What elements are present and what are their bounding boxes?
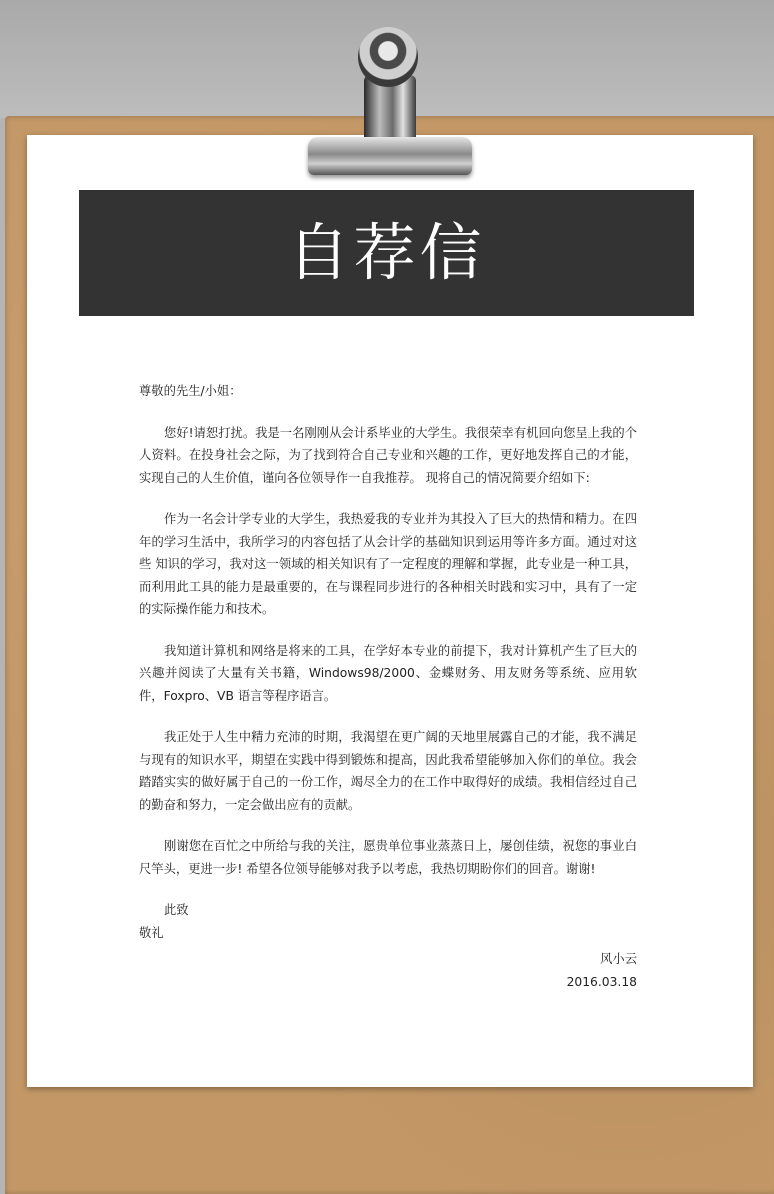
letter-paragraph: 我知道计算机和网络是将来的工具，在学好本专业的前提下，我对计算机产生了巨大的兴趣并阅读了大量有关书籍，Windows98/2000、金蝶财务、用友财务等系统、应用软件，Foxpro、VB 语言等程序语言。 bbox=[139, 643, 637, 703]
letter-body bbox=[139, 380, 637, 993]
letter-closing-1: 此致 bbox=[164, 903, 189, 917]
signature-date: 2016.03.18 bbox=[566, 974, 637, 989]
letter-paragraph: 刚谢您在百忙之中所给与我的关注，愿贵单位事业蒸蒸日上，屡创佳绩，祝您的事业白尺竿头，更进一步! 希望各位领导能够对我予以考虑，我热切期盼你们的回音。谢谢! bbox=[139, 839, 637, 876]
binder-clip-icon bbox=[300, 25, 480, 180]
page-title: 自荐信 bbox=[287, 216, 486, 289]
clip-base bbox=[308, 137, 472, 175]
letter-paragraph: 作为一名会计学专业的大学生，我热爱我的专业并为其投入了巨大的热情和精力。在四年的学习生活中，我所学习的内容包括了从会计学的基础知识到运用等许多方面。通过对这些 知识的学习，我对这一领域的相关知识有了一定程度的理解和掌握，此专业是一种工具，而利用此工具的能力是最重要的，在与课程同步进行的各种相关时践和实习中，具有了一定的实际操作能力和技术。 bbox=[139, 512, 637, 616]
clip-ring bbox=[358, 27, 418, 87]
letter-paragraph: 我正处于人生中精力充沛的时期，我渴望在更广阔的天地里展露自己的才能，我不满足与现有的知识水平，期望在实践中得到锻炼和提高，因此我希望能够加入你们的单位。我会踏踏实实的做好属于自己的一份工作，竭尽全力的在工作中取得好的成绩。我相信经过自己的勤奋和努力，一定会做出应有的贡献。 bbox=[139, 730, 637, 812]
signature-name: 风小云 bbox=[600, 952, 637, 966]
letter-paragraph: 您好!请恕打扰。我是一名刚刚从会计系毕业的大学生。我很荣幸有机回向您呈上我的个人资料。在投身社会之际，为了找到符合自己专业和兴趣的工作，更好地发挥自己的才能，实现自己的人生价值，谨向各位领导作一自我推荐。 现将自己的情况简要介绍如下: bbox=[139, 425, 637, 485]
title-banner bbox=[79, 190, 694, 316]
letter-closing-2: 敬礼 bbox=[139, 925, 164, 940]
letter-salutation: 尊敬的先生/小姐： bbox=[139, 384, 242, 398]
